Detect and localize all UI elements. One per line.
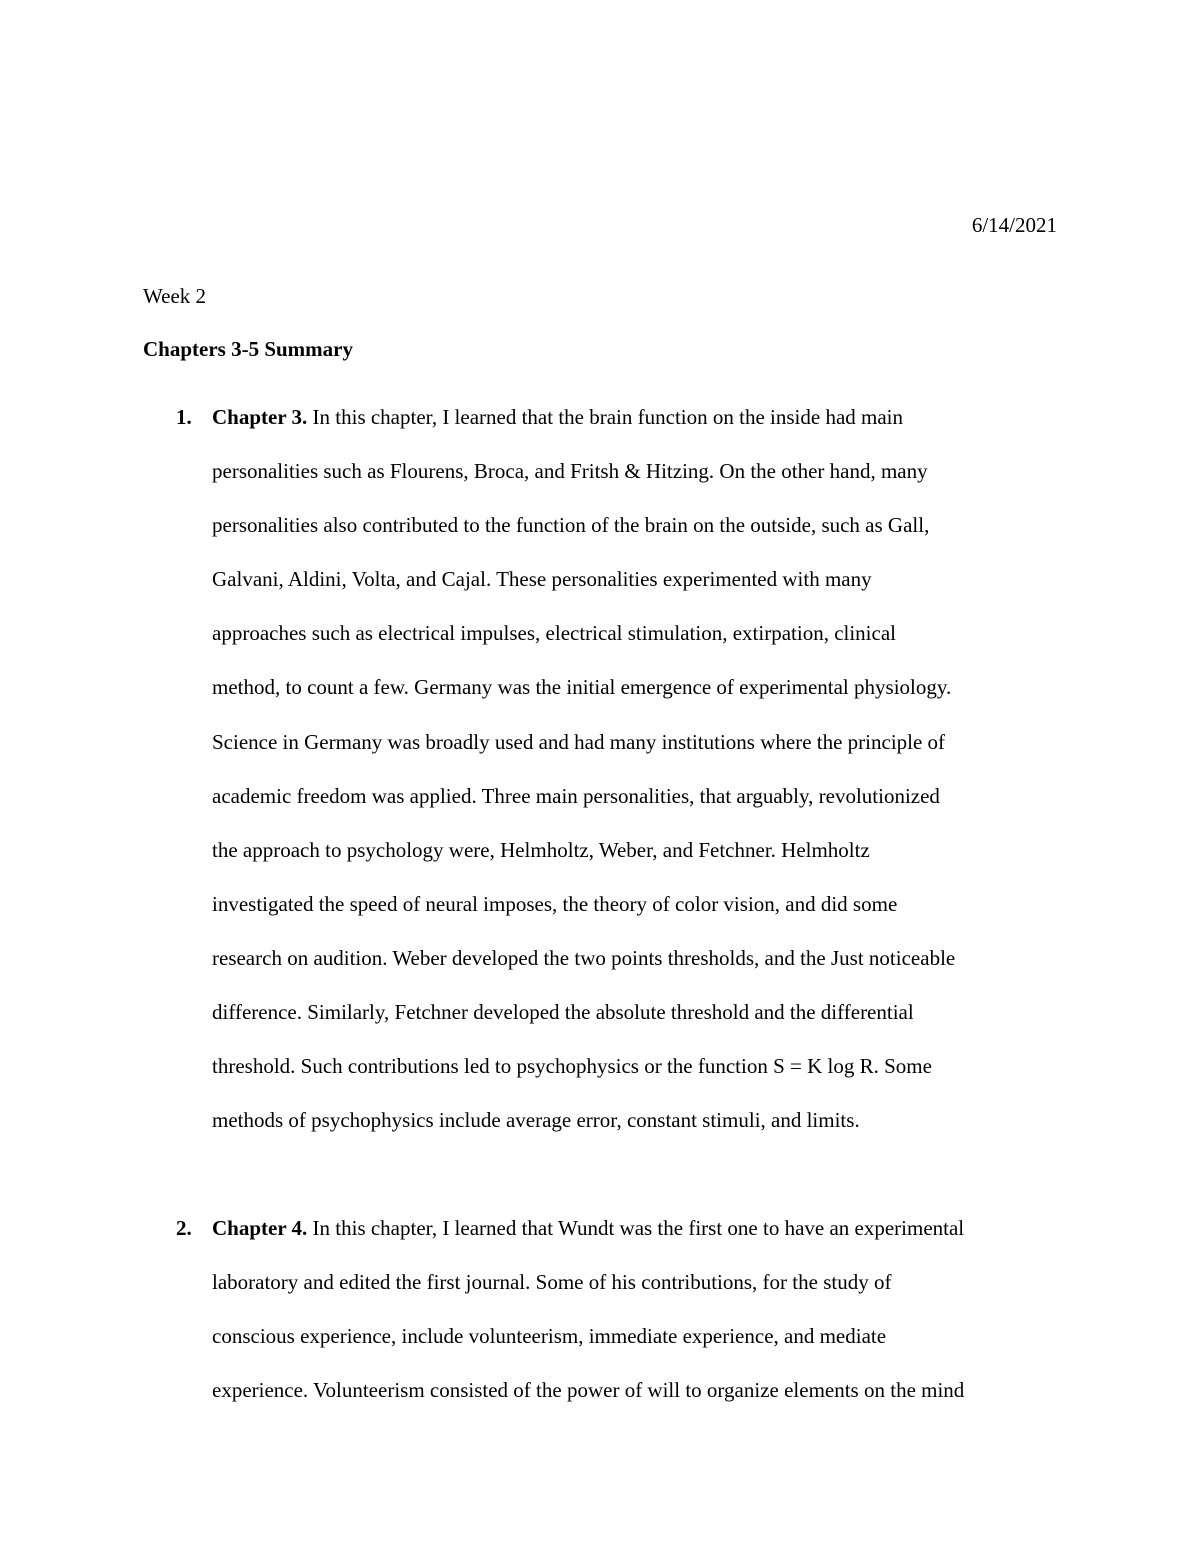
document-title: Chapters 3-5 Summary (143, 337, 353, 361)
chapter-line: experience. Volunteerism consisted of the power of will to organize elements on the mind (212, 1378, 965, 1403)
chapter-line: Galvani, Aldini, Volta, and Cajal. These personalities experimented with many (212, 567, 872, 592)
list-number: 2. (176, 1216, 192, 1240)
chapter-line: threshold. Such contributions led to psychophysics or the function S = K log R. Some (212, 1054, 932, 1079)
chapter-line (143, 390, 1063, 444)
chapter-item-4 (143, 1201, 1063, 1417)
chapter-line: investigated the speed of neural imposes, the theory of color vision, and did some (212, 891, 898, 916)
chapter-text: In this chapter, I learned that the brain function on the inside had main (307, 405, 904, 429)
chapter-heading: Chapter 3. (212, 405, 308, 429)
chapter-line: personalities also contributed to the function of the brain on the outside, such as Gall, (212, 513, 930, 538)
chapter-text: In this chapter, I learned that Wundt was the first one to have an experimental (307, 1216, 965, 1240)
chapter-line: research on audition. Weber developed the two points thresholds, and the Just noticeable (212, 945, 956, 970)
chapter-line: the approach to psychology were, Helmholtz, Weber, and Fetchner. Helmholtz (212, 837, 870, 862)
chapter-line: conscious experience, include volunteerism, immediate experience, and mediate (212, 1324, 887, 1349)
chapter-line: difference. Similarly, Fetchner developed the absolute threshold and the differential (212, 1000, 914, 1025)
chapter-line: academic freedom was applied. Three main personalities, that arguably, revolutionized (212, 783, 940, 808)
chapter-line: Science in Germany was broadly used and had many institutions where the principle of (212, 729, 946, 754)
chapter-line: method, to count a few. Germany was the initial emergence of experimental physiology. (212, 675, 952, 700)
chapter-line: laboratory and edited the first journal. Some of his contributions, for the study of (212, 1270, 892, 1295)
document-date: 6/14/2021 (971, 213, 1057, 237)
chapter-line: methods of psychophysics include average error, constant stimuli, and limits. (212, 1108, 860, 1133)
week-label: Week 2 (143, 284, 207, 308)
chapter-item-3 (143, 390, 1063, 1147)
list-number: 1. (176, 405, 192, 429)
chapter-line (143, 1201, 1063, 1255)
chapter-line: personalities such as Flourens, Broca, and Fritsh & Hitzing. On the other hand, many (212, 459, 928, 484)
chapter-heading: Chapter 4. (212, 1216, 308, 1240)
chapter-line: approaches such as electrical impulses, electrical stimulation, extirpation, clinical (212, 621, 896, 646)
